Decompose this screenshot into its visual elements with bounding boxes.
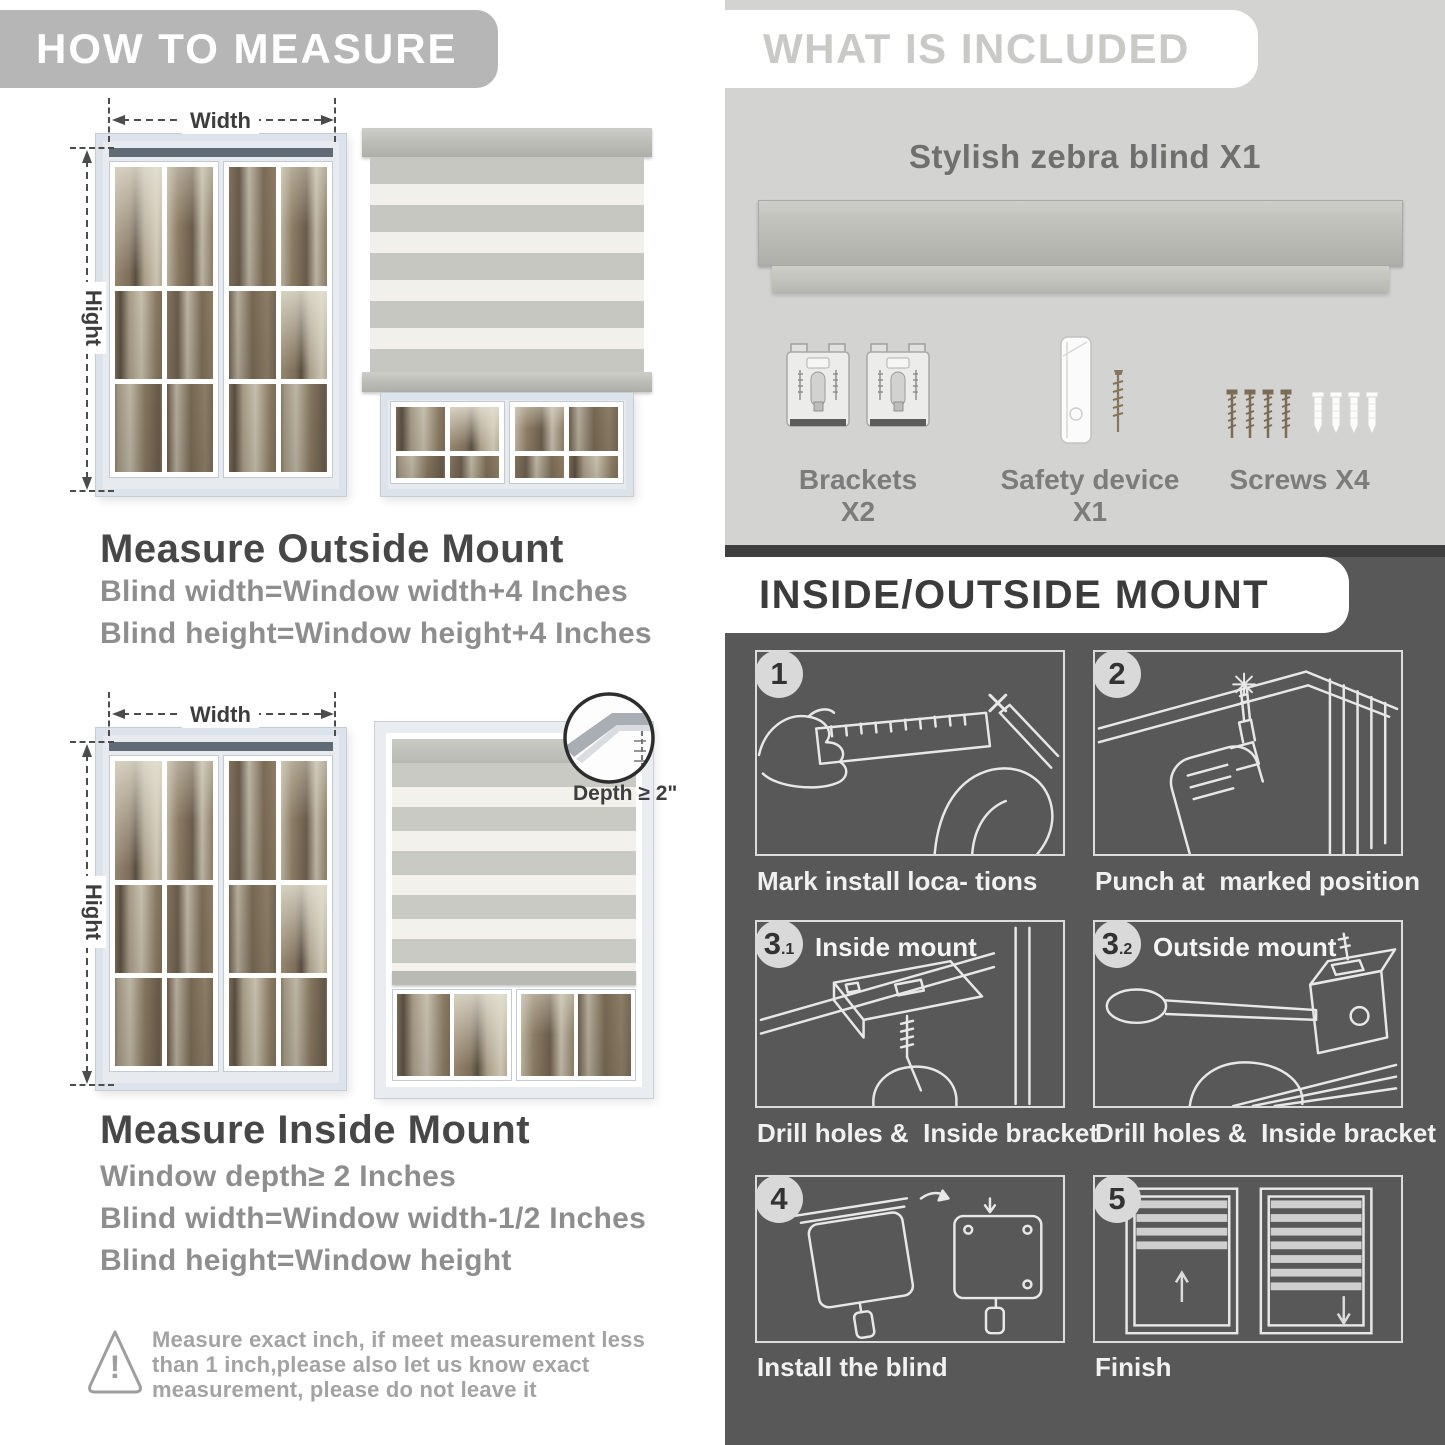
product-headrail-image: [758, 200, 1403, 266]
outside-mount-step-label: Outside mount: [1153, 932, 1337, 962]
step-panel-3-2: [1093, 920, 1403, 1108]
safety-device-image: [1058, 334, 1134, 446]
svg-text:!: !: [109, 1349, 121, 1385]
product-bottomrail-image: [772, 266, 1389, 292]
inside-mount-rule-height: Blind height=Window height: [100, 1244, 512, 1277]
outside-mount-title: Measure Outside Mount: [100, 527, 564, 571]
inside-mount-rule-width: Blind width=Window width-1/2 Inches: [100, 1202, 647, 1235]
window-pane: [115, 885, 162, 973]
warning-line: Measure exact inch, if meet measurement less: [152, 1327, 646, 1352]
step-number-badge: 4: [755, 1175, 803, 1223]
warning-triangle-icon: [86, 1326, 144, 1396]
window-panes: [115, 167, 213, 472]
window-pane: [167, 761, 214, 880]
window-head-strip: [109, 742, 333, 751]
inside-mount-rule-depth: Window depth≥ 2 Inches: [100, 1160, 457, 1193]
install-blind-illustration: [757, 1177, 1063, 1341]
window-panes: [515, 407, 618, 478]
warning-line: measurement, please do not leave it: [152, 1377, 537, 1402]
window-pane: [229, 761, 276, 880]
window-pane: [397, 994, 450, 1076]
window-panes: [397, 994, 507, 1076]
window-pane: [515, 407, 564, 451]
window-sash: [509, 401, 624, 484]
how-to-measure-header: HOW TO MEASURE: [0, 10, 498, 88]
window-panes: [229, 167, 327, 472]
window-pane: [454, 994, 507, 1076]
window-pane: [167, 384, 214, 472]
brackets-label: Brackets X2: [798, 464, 918, 527]
section-divider: [725, 545, 1445, 557]
outside-mount-rule-height: Blind height=Window height+4 Inches: [100, 617, 652, 650]
height-label: Hight: [80, 282, 106, 354]
step-panel-3-1: [755, 920, 1065, 1108]
window-pane: [229, 384, 276, 472]
depth-magnifier-icon: [562, 691, 656, 785]
window-sash: [223, 161, 333, 478]
step-caption-3-2: Drill holes & Inside bracket: [1095, 1118, 1436, 1148]
step-panel-2: [1093, 650, 1403, 856]
height-label: Hight: [80, 876, 106, 948]
window-pane: [450, 407, 499, 451]
window-pane: [229, 167, 276, 286]
window-pane: [167, 978, 214, 1066]
window-illustration-inside: [95, 727, 347, 1091]
safety-device-label: Safety device X1: [1000, 464, 1180, 527]
window-sash: [223, 755, 333, 1072]
window-pane: [281, 885, 328, 973]
inside-mount-step-label: Inside mount: [815, 932, 977, 962]
warning-line: than 1 inch,please also let us know exact: [152, 1352, 590, 1377]
blind-bottomrail-illustration: [392, 971, 636, 985]
brackets-image: [783, 340, 933, 440]
width-label: Width: [182, 108, 259, 134]
step-panel-5: [1093, 1175, 1403, 1343]
window-pane: [229, 291, 276, 379]
depth-label: Depth ≥ 2": [573, 782, 678, 805]
window-illustration-outside: [95, 133, 347, 497]
window-sash: [392, 989, 512, 1081]
window-pane: [396, 407, 445, 451]
step-caption-2: Punch at marked position: [1095, 866, 1421, 896]
blind-bottomrail-illustration: [362, 372, 652, 392]
step-number-badge: 3 .2: [1093, 920, 1141, 968]
outside-mount-rule-width: Blind width=Window width+4 Inches: [100, 575, 628, 608]
window-pane: [167, 291, 214, 379]
window-pane: [229, 885, 276, 973]
step-panel-1: [755, 650, 1065, 856]
window-panes: [115, 761, 213, 1066]
window-panes: [396, 407, 499, 478]
window-pane: [521, 994, 574, 1076]
window-panes: [521, 994, 631, 1076]
window-pane: [281, 384, 328, 472]
screws-image: [1222, 386, 1382, 446]
window-pane: [115, 167, 162, 286]
step-caption-1: Mark install loca- tions: [757, 866, 1038, 896]
mark-locations-illustration: [757, 652, 1063, 854]
what-is-included-header: WHAT IS INCLUDED: [725, 10, 1258, 88]
window-pane: [167, 885, 214, 973]
window-pane: [115, 384, 162, 472]
window-pane: [515, 456, 564, 478]
window-head-strip: [109, 148, 333, 157]
window-panes: [229, 761, 327, 1066]
window-sash: [516, 989, 636, 1081]
window-pane: [115, 761, 162, 880]
finish-illustration: [1095, 1177, 1401, 1341]
window-pane: [281, 167, 328, 286]
zebra-blind-quantity-label: Stylish zebra blind X1: [908, 138, 1262, 175]
step-number-badge: 5: [1093, 1175, 1141, 1223]
step-number-badge: 3 .1: [755, 920, 803, 968]
window-pane: [450, 456, 499, 478]
step-number-badge: 2: [1093, 650, 1141, 698]
step-caption-5: Finish: [1095, 1352, 1172, 1382]
blind-headrail-illustration: [362, 128, 652, 157]
window-below-blind: [392, 989, 636, 1081]
window-pane: [569, 407, 618, 451]
step-panel-4: [755, 1175, 1065, 1343]
step-caption-4: Install the blind: [757, 1352, 948, 1382]
window-pane: [115, 978, 162, 1066]
blind-fabric-illustration: [370, 157, 644, 372]
window-sash: [109, 755, 219, 1072]
warning-text: [152, 1327, 672, 1402]
inside-mount-title: Measure Inside Mount: [100, 1108, 531, 1152]
window-pane: [396, 456, 445, 478]
width-label: Width: [182, 702, 259, 728]
window-sash: [390, 401, 505, 484]
window-below-blind: [380, 392, 634, 497]
step-caption-3-1: Drill holes & Inside bracket: [757, 1118, 1098, 1148]
window-pane: [229, 978, 276, 1066]
window-pane: [167, 167, 214, 286]
window-sash: [109, 161, 219, 478]
window-pane: [281, 978, 328, 1066]
window-pane: [578, 994, 631, 1076]
window-pane: [281, 761, 328, 880]
window-pane: [115, 291, 162, 379]
window-pane: [281, 291, 328, 379]
step-number-badge: 1: [755, 650, 803, 698]
screws-label: Screws X4: [1229, 464, 1370, 495]
drill-position-illustration: [1095, 652, 1401, 854]
window-pane: [569, 456, 618, 478]
inside-outside-mount-header: INSIDE/OUTSIDE MOUNT: [725, 557, 1349, 633]
